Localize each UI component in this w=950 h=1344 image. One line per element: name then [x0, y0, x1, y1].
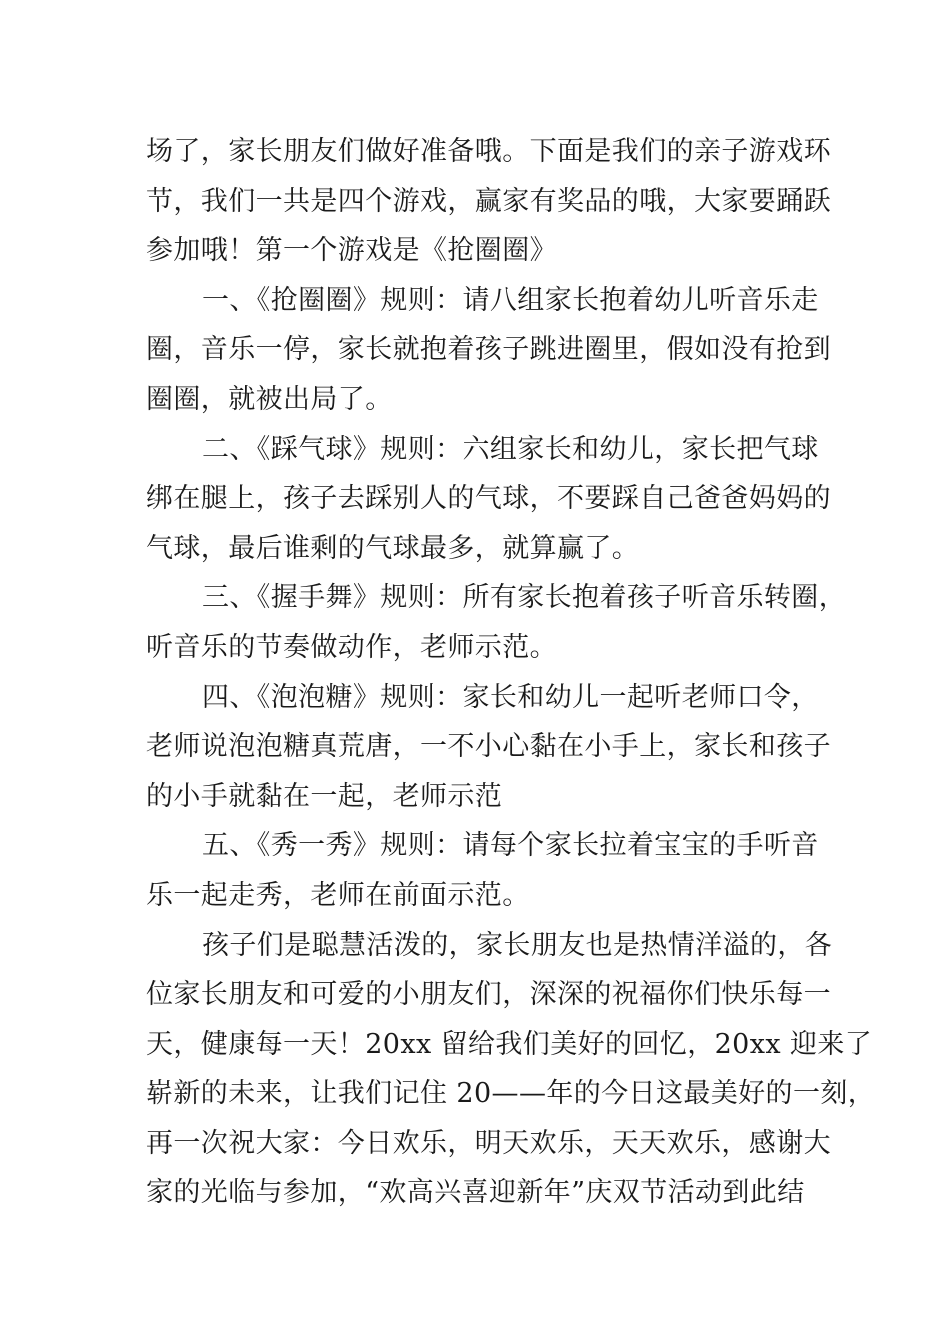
closing-line-5: 再一次祝大家：今日欢乐，明天欢乐，天天欢乐，感谢大 — [146, 1127, 831, 1159]
intro-line-2: 节，我们一共是四个游戏，赢家有奖品的哦，大家要踊跃 — [146, 185, 831, 217]
game-4-line-2: 老师说泡泡糖真荒唐，一不小心黏在小手上，家长和孩子 — [146, 731, 831, 763]
game-3-line-1: 三、《握手舞》规则：所有家长抱着孩子听音乐转圈， — [202, 582, 847, 614]
game-1-line-2: 圈，音乐一停，家长就抱着孩子跳进圈里，假如没有抢到 — [146, 334, 831, 366]
closing-line-1: 孩子们是聪慧活泼的，家长朋友也是热情洋溢的，各 — [202, 929, 833, 961]
document-body — [146, 127, 876, 1218]
game-2-line-1: 二、《踩气球》规则：六组家长和幼儿，家长把气球 — [202, 433, 819, 465]
closing-line-2: 位家长朋友和可爱的小朋友们，深深的祝福你们快乐每一 — [146, 979, 831, 1011]
game-5-line-1: 五、《秀一秀》规则：请每个家长拉着宝宝的手听音 — [202, 830, 819, 862]
closing-line-6: 家的光临与参加，“欢高兴喜迎新年”庆双节活动到此结 — [146, 1177, 805, 1209]
game-5-line-2: 乐一起走秀，老师在前面示范。 — [146, 879, 530, 911]
intro-line-1: 场了，家长朋友们做好准备哦。下面是我们的亲子游戏环 — [146, 136, 831, 167]
closing-line-3: 天，健康每一天！20xx 留给我们美好的回忆，20xx 迎来了 — [146, 1028, 873, 1060]
closing-line-4: 崭新的未来，让我们记住 20——年的今日这最美好的一刻， — [146, 1078, 876, 1110]
game-1-line-1: 一、《抢圈圈》规则：请八组家长抱着幼儿听音乐走 — [202, 284, 819, 316]
intro-line-3: 参加哦！第一个游戏是《抢圈圈》 — [146, 235, 557, 267]
game-1-line-3: 圈圈，就被出局了。 — [146, 383, 393, 415]
game-4-line-3: 的小手就黏在一起，老师示范 — [146, 780, 503, 812]
game-4-line-1: 四、《泡泡糖》规则：家长和幼儿一起听老师口令， — [202, 681, 819, 713]
game-3-line-2: 听音乐的节奏做动作，老师示范。 — [146, 631, 557, 663]
game-2-line-2: 绑在腿上，孩子去踩别人的气球，不要踩自己爸爸妈妈的 — [146, 483, 831, 515]
game-2-line-3: 气球，最后谁剩的气球最多，就算赢了。 — [146, 532, 640, 564]
